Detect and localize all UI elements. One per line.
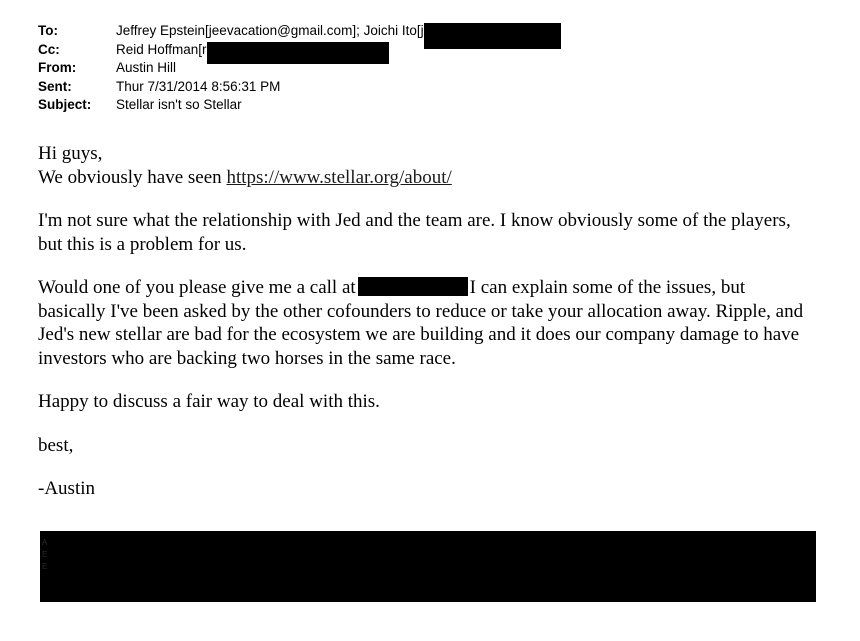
header-row-subject xyxy=(38,96,828,115)
redaction-block-footer xyxy=(40,531,816,602)
email-body xyxy=(38,142,808,521)
header-value-sent: Thur 7/31/2014 8:56:31 PM xyxy=(116,78,281,94)
body-paragraph-2: I'm not sure what the relationship with Jed and the team are. I know obviously some of the players, but this is a problem for us. xyxy=(38,210,791,255)
header-value-to: Jeffrey Epstein[jeevacation@gmail.com]; Joichi Ito[j xyxy=(116,23,424,38)
footer-ghost-line-1: A xyxy=(42,538,48,547)
header-label-sent: Sent: xyxy=(38,78,72,94)
header-value-cc: Reid Hoffman[r xyxy=(116,41,207,57)
redaction-bar-phone xyxy=(358,277,468,296)
email-header xyxy=(38,22,828,115)
body-line-link-prefix: We obviously have seen xyxy=(38,166,227,188)
body-signature: -Austin xyxy=(38,478,95,499)
body-paragraph-3 xyxy=(38,276,808,370)
header-label-from: From: xyxy=(38,60,77,75)
header-label-subject: Subject: xyxy=(38,97,92,112)
stellar-about-link[interactable]: https://www.stellar.org/about/ xyxy=(226,166,452,188)
header-row-cc xyxy=(38,41,828,60)
footer-ghost-line-2: E xyxy=(42,550,48,559)
body-closing: best, xyxy=(38,434,74,456)
header-label-cc: Cc: xyxy=(38,41,60,57)
footer-ghost-line-3: E xyxy=(42,562,48,571)
header-row-from xyxy=(38,59,828,78)
body-line-link xyxy=(38,166,808,190)
body-paragraph-3-before: Would one of you please give me a call at xyxy=(38,277,356,298)
header-value-subject: Stellar isn't so Stellar xyxy=(116,97,242,112)
body-paragraph-3-after: I can explain some of the issues, but basically I've been asked by the other cofounders to reduce or take your allocation away. Ripple, and Jed's new stellar are bad for the ecosystem we are building and it does our company damage to have investors who are backing two horses in the same race. xyxy=(38,277,804,369)
header-row-to xyxy=(38,22,828,41)
body-greeting: Hi guys, xyxy=(38,143,103,164)
footer-ghost-lines xyxy=(42,537,62,573)
body-paragraph-4: Happy to discuss a fair way to deal with this. xyxy=(38,391,380,412)
header-label-to: To: xyxy=(38,23,58,38)
header-value-from: Austin Hill xyxy=(116,60,177,75)
header-row-sent xyxy=(38,78,828,97)
